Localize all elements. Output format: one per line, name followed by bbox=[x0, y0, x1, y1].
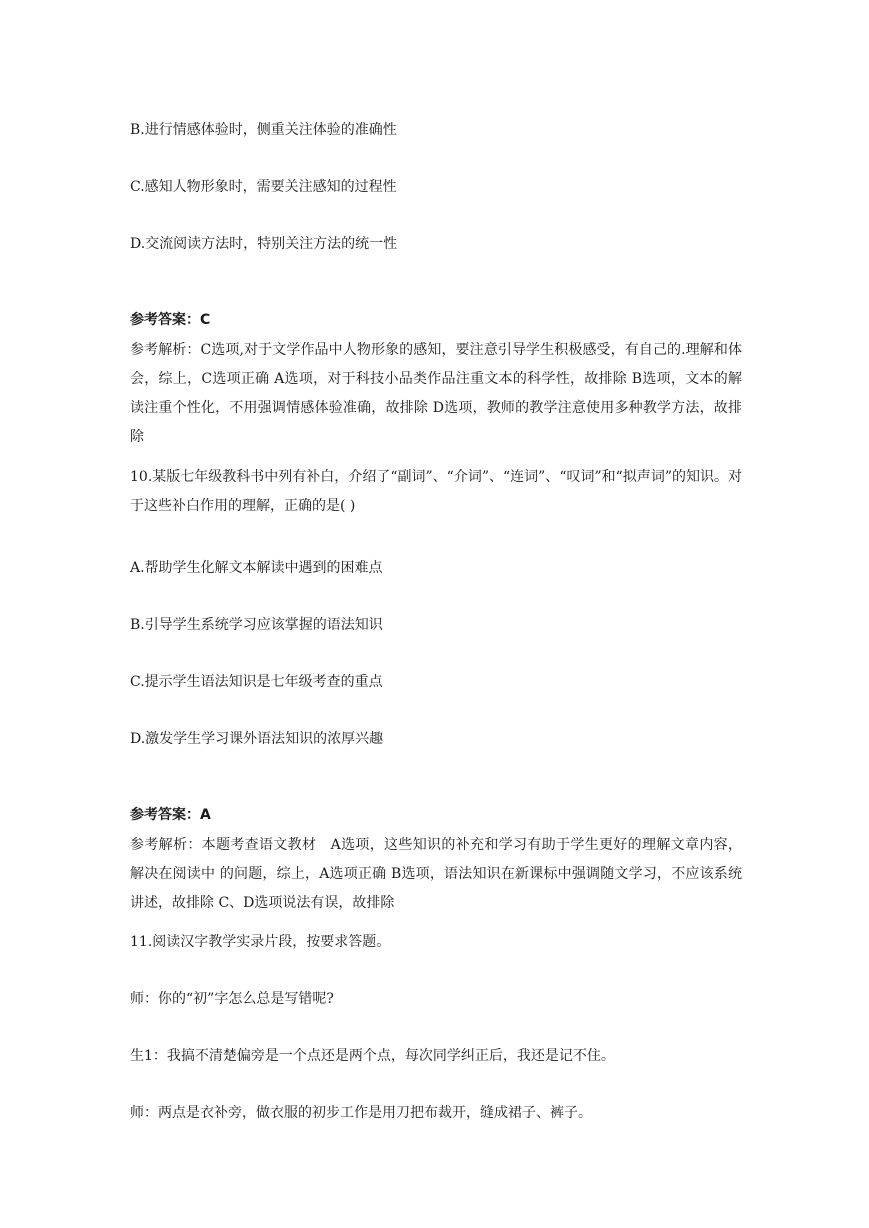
q9-option-d: D.交流阅读方法时，特别关注方法的统一性 bbox=[130, 236, 398, 252]
q10-analysis: 参考解析：本题考查语文教材 A选项，这些知识的补充和学习有助于学生更好的理解文章内容，解决在阅读中 的问题，综上，A选项正确 B选项，语法知识在新课标中强调随文学习，不应该系统讲述，故排除 C、D选项说法有误，故排除 bbox=[130, 837, 742, 911]
q10-option-b: B.引导学生系统学习应该掌握的语法知识 bbox=[130, 617, 383, 633]
q11-stem: 11.阅读汉字教学实录片段，按要求答题。 bbox=[130, 934, 391, 950]
q10-option-a: A.帮助学生化解文本解读中遇到的困难点 bbox=[130, 560, 383, 576]
q9-analysis: 参考解析：C选项,对于文学作品中人物形象的感知，要注意引导学生积极感受，有自己的.理解和体会，综上，C选项正确 A选项，对于科技小品类作品注重文本的科学性，故排除 B选项，文本的解读注重个性化，不用强调情感体验准确，故排除 D选项，教师的教学注意使用多种教学方法，故排除 bbox=[130, 342, 742, 445]
q9-answer: 参考答案：C bbox=[130, 312, 211, 328]
q11-dialogue-student-1: 生1：我搞不清楚偏旁是一个点还是两个点，每次同学纠正后，我还是记不住。 bbox=[130, 1048, 615, 1064]
q9-option-b: B.进行情感体验时，侧重关注体验的准确性 bbox=[130, 122, 397, 138]
q10-answer: 参考答案：A bbox=[130, 807, 211, 823]
q11-dialogue-teacher-2: 师：两点是衣补旁，做衣服的初步工作是用刀把布裁开，缝成裙子、裤子。 bbox=[130, 1105, 592, 1121]
q10-option-d: D.激发学生学习课外语法知识的浓厚兴趣 bbox=[130, 731, 384, 747]
q11-dialogue-teacher-1: 师：你的“初”字怎么总是写错呢? bbox=[130, 991, 334, 1007]
q9-option-c: C.感知人物形象时，需要关注感知的过程性 bbox=[130, 179, 397, 195]
q10-option-c: C.提示学生语法知识是七年级考查的重点 bbox=[130, 674, 383, 690]
q10-stem: 10.某版七年级教科书中列有补白，介绍了“副词”、“介词”、“连词”、“叹词”和“拟声词”的知识。对于这些补白作用的理解，正确的是( ) bbox=[130, 469, 742, 514]
